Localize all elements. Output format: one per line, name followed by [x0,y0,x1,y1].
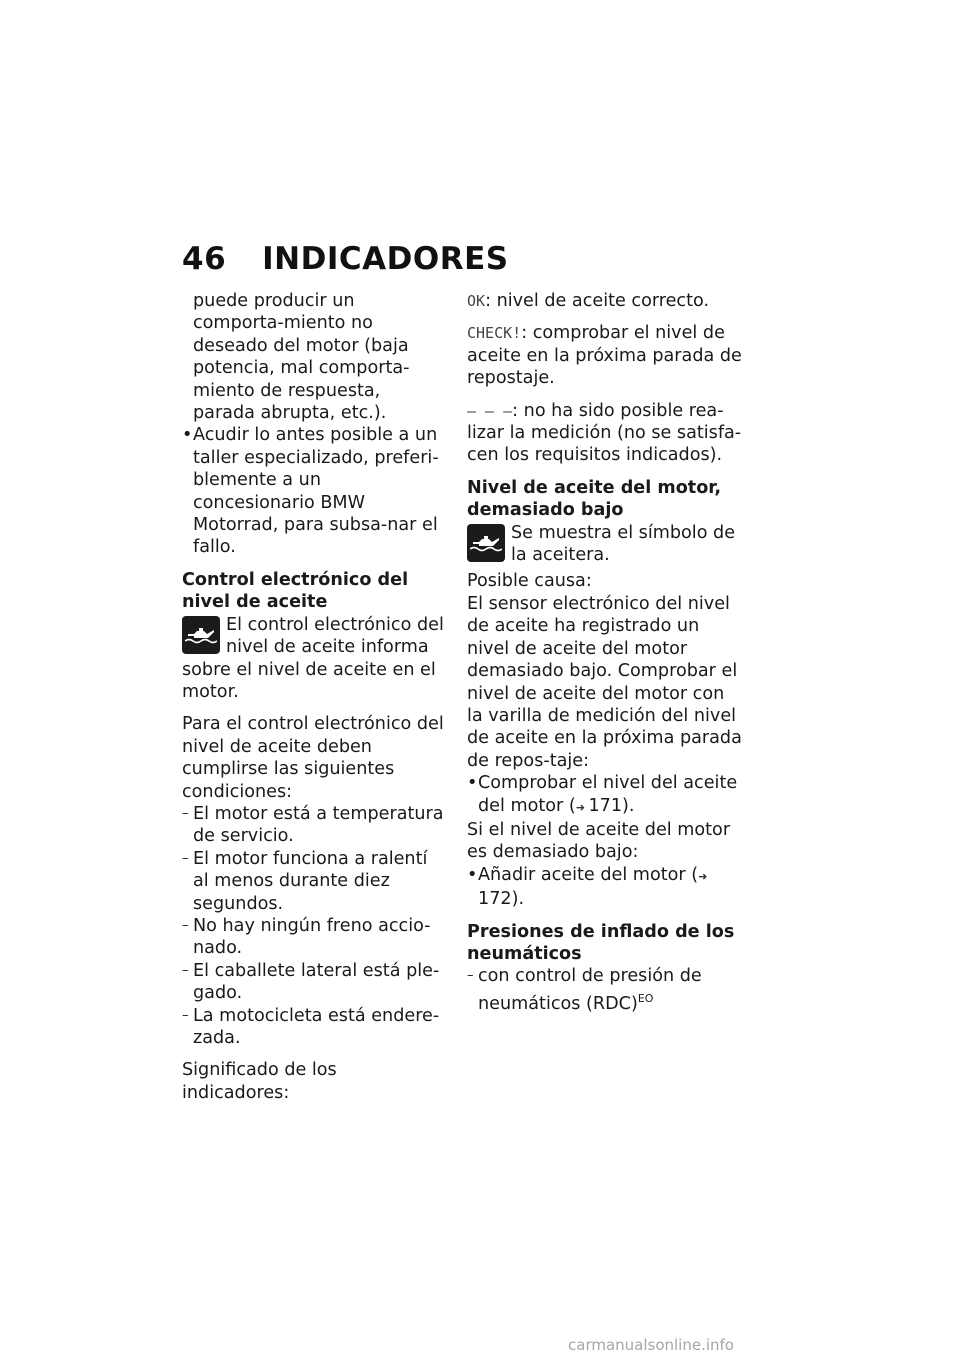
watermark: carmanualsonline.info [568,1336,734,1354]
heading-oil-low: Nivel de aceite del motor, demasiado bajo [467,477,722,521]
bullet-list [182,424,447,558]
bullet-check-oil [467,772,743,819]
condition-item: – El caballete lateral está ple-gado. [182,960,447,1005]
check-line [467,322,743,389]
condition-item: – La motocicleta está endere-zada. [182,1005,447,1050]
tire-item [467,965,743,1015]
ok-line [467,290,743,312]
dash-code: – – – [467,401,513,420]
arrow-ref-icon[interactable]: ➜ [575,800,585,814]
arrow-ref-icon[interactable]: ➜ [698,869,708,883]
condition-item: – El motor está a temperatura de servicio. [182,803,447,848]
meaning-intro: Significado de los indicadores: [182,1060,337,1103]
bullet-check-text: Comprobar el nivel del aceite del motor ( [478,773,738,816]
oil-can-icon [182,616,220,654]
low-if: Si el nivel de aceite del motor es demasiado bajo: [467,819,731,863]
ref-page-172[interactable]: 172). [478,889,525,910]
bullet-workshop: • Acudir lo antes posible a un taller especializado, preferi-blemente a un concesionario BMW Motorrad, para subsa-nar el fallo. [182,424,447,558]
page-number: 46 [182,241,227,277]
heading-oil-control: Control electrónico del nivel de aceite [182,569,409,613]
dash-text: : no ha sido posible rea-lizar la medición (no se satisfa-cen los requisitos indicados). [467,400,742,466]
ok-code: OK [467,292,486,310]
condition-item: – No hay ningún freno accio-nado. [182,915,447,960]
check-code: CHECK! [467,324,522,343]
tire-item-text: con control de presión de neumáticos (RDC) [478,966,702,1014]
dash-line [467,400,743,467]
tire-sup: EO [637,991,654,1005]
oil-control-paragraph [182,614,447,704]
check-bullet-list [467,772,743,819]
page-title: INDICADORES [262,241,509,277]
oil-can-icon [467,524,505,562]
oil-low-paragraph [467,522,743,567]
cause-label: Posible causa: [467,571,592,592]
cause-text: El sensor electrónico del nivel de aceite ha registrado un nivel de aceite del motor demasiado bajo. Comprobar el nivel de aceite del motor con la varilla de medición del nivel de aceite en la próxima parada de repos-taje: [467,593,742,771]
oil-low-text: Se muestra el símbolo de la aceitera. [511,522,736,566]
conditions-list [182,803,447,1049]
ok-text: : nivel de aceite correcto. [485,291,710,311]
add-bullet-list [467,864,743,911]
ref-page-171[interactable]: 171). [588,795,635,816]
right-column [467,290,743,1025]
page-header [182,241,509,277]
bullet-add-text: Añadir aceite del motor ( [478,864,699,885]
heading-tire-pressure: Presiones de inflado de los neumáticos [467,921,735,964]
check-text: : comprobar el nivel de aceite en la próxima parada de repostaje. [467,323,742,389]
tire-list [467,965,743,1015]
conditions-intro: Para el control electrónico del nivel de aceite deben cumplirse las siguientes condiciones: [182,714,444,802]
bullet-add-oil [467,864,743,911]
oil-control-text: El control electrónico del nivel de aceite informa sobre el nivel de aceite en el motor. [182,614,444,702]
left-column [182,290,447,1114]
intro-continuation: puede producir un comporta-miento no deseado del motor (baja potencia, mal comporta-miento de respuesta, parada abrupta, etc.). [193,291,410,424]
condition-item: – El motor funciona a ralentí al menos durante diez segundos. [182,848,447,915]
